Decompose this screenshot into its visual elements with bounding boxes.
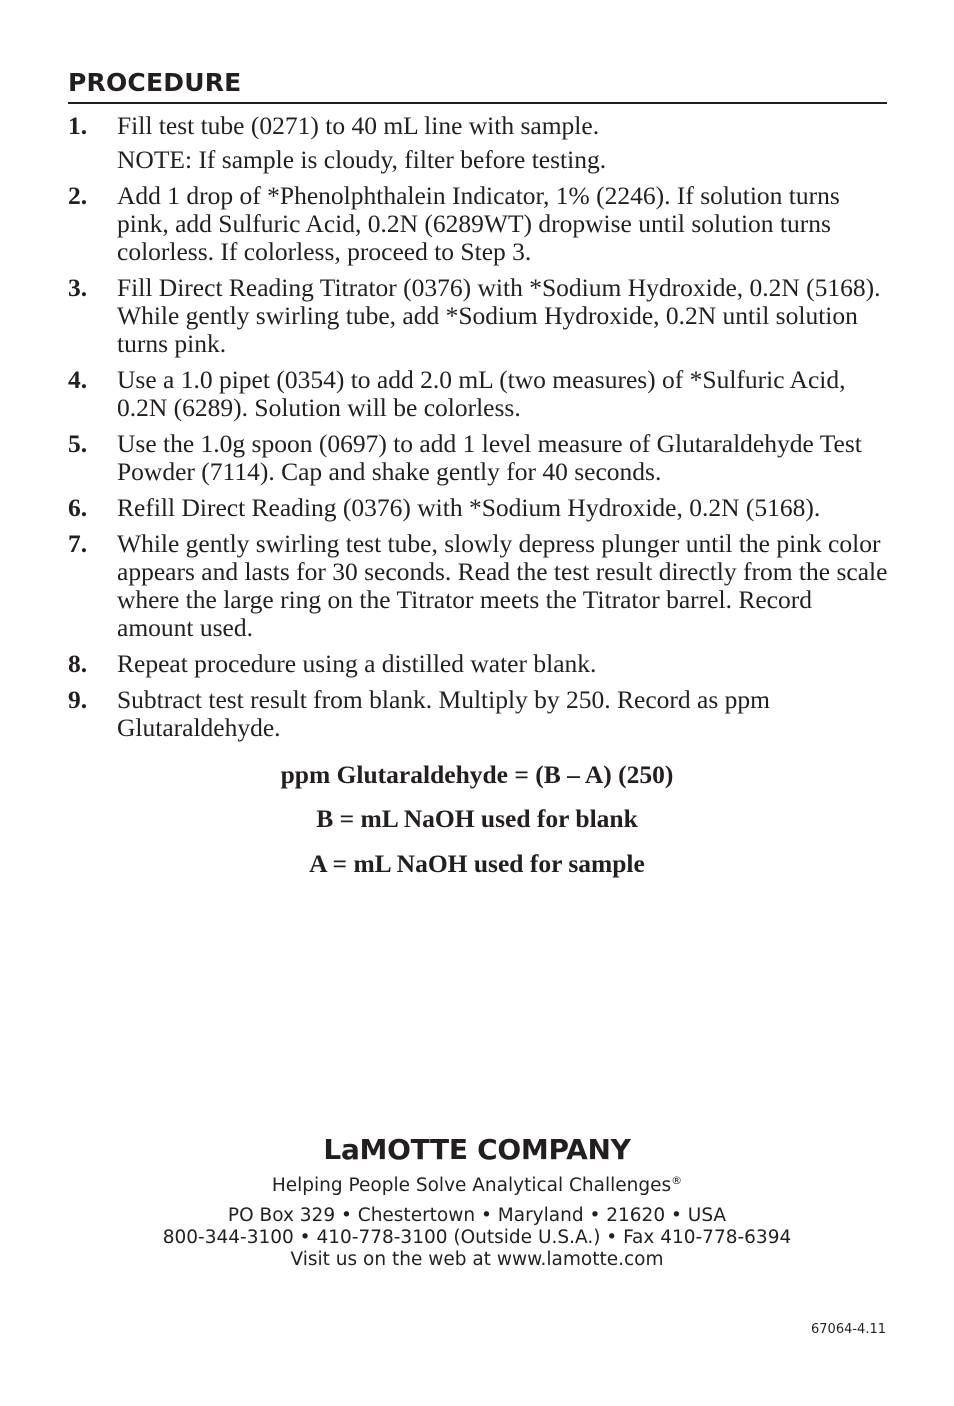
step-text: Repeat procedure using a distilled water blank.: [117, 649, 597, 678]
company-tagline: [0, 1174, 954, 1196]
step-text: Fill test tube (0271) to 40 mL line with sample.: [117, 111, 600, 140]
step-number: 2.: [68, 181, 88, 210]
procedure-step-9: [68, 686, 890, 742]
registered-mark: ®: [671, 1174, 683, 1187]
procedure-step-6: [68, 494, 890, 522]
step-text: Add 1 drop of *Phenolphthalein Indicator, 1% (2246). If solution turns pink, add Sulfuric Acid, 0.2N (6289WT) dropwise until solution turns colorless. If colorless, proceed to Step 3.: [117, 181, 840, 266]
procedure-heading: PROCEDURE: [68, 68, 242, 97]
step-text: Use the 1.0g spoon (0697) to add 1 level measure of Glutaraldehyde Test Powder (7114). Cap and shake gently for 40 seconds.: [117, 429, 862, 486]
procedure-steps: [68, 112, 890, 750]
procedure-step-5: [68, 430, 890, 486]
step-number: 1.: [68, 111, 88, 140]
step-number: 3.: [68, 273, 88, 302]
procedure-step-7: [68, 530, 890, 642]
step-number: 5.: [68, 429, 88, 458]
tagline-text: Helping People Solve Analytical Challenges: [271, 1175, 672, 1197]
step-number: 9.: [68, 685, 88, 714]
formula-equation: ppm Glutaraldehyde = (B – A) (250): [280, 760, 674, 789]
procedure-step-1: [68, 112, 890, 174]
company-web: Visit us on the web at www.lamotte.com: [290, 1249, 664, 1270]
procedure-step-2: [68, 182, 890, 266]
formula-b-definition: B = mL NaOH used for blank: [316, 804, 638, 833]
step-number: 4.: [68, 365, 88, 394]
step-number: 6.: [68, 493, 88, 522]
step-text: Refill Direct Reading (0376) with *Sodium Hydroxide, 0.2N (5168).: [117, 493, 821, 522]
document-code: 67064-4.11: [811, 1322, 886, 1337]
step-text: Fill Direct Reading Titrator (0376) with *Sodium Hydroxide, 0.2N (5168). While gently swirling tube, add *Sodium Hydroxide, 0.2N until solution turns pink.: [117, 273, 881, 358]
procedure-step-8: [68, 650, 890, 678]
heading-divider: [68, 102, 887, 104]
procedure-step-4: [68, 366, 890, 422]
company-address: PO Box 329 • Chestertown • Maryland • 21620 • USA: [227, 1205, 727, 1226]
company-name: LaMOTTE COMPANY: [323, 1133, 631, 1166]
step-number: 8.: [68, 649, 88, 678]
step-number: 7.: [68, 529, 88, 558]
company-phones: 800-344-3100 • 410-778-3100 (Outside U.S.A.) • Fax 410-778-6394: [162, 1227, 792, 1248]
step-text: Use a 1.0 pipet (0354) to add 2.0 mL (two measures) of *Sulfuric Acid, 0.2N (6289). Solution will be colorless.: [117, 365, 846, 422]
procedure-step-3: [68, 274, 890, 358]
step-note: NOTE: If sample is cloudy, filter before testing.: [117, 145, 607, 174]
formula-a-definition: A = mL NaOH used for sample: [309, 849, 645, 878]
step-text: While gently swirling test tube, slowly depress plunger until the pink color appears and lasts for 30 seconds. Read the test result directly from the scale where the large ring on the Titrator meets the Titrator barrel. Record amount used.: [117, 529, 888, 642]
step-text: Subtract test result from blank. Multiply by 250. Record as ppm Glutaraldehyde.: [117, 685, 770, 742]
